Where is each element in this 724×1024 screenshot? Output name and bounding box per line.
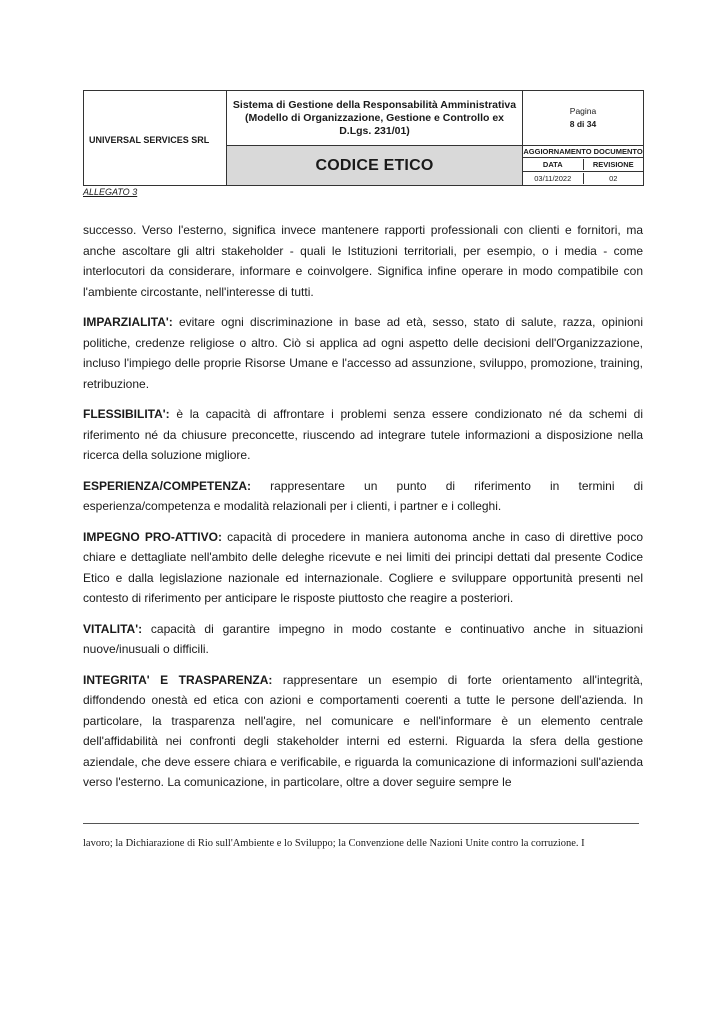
update-label: AGGIORNAMENTO DOCUMENTO — [523, 147, 643, 156]
paragraph — [83, 404, 643, 466]
paragraph — [83, 220, 643, 302]
paragraph — [83, 312, 643, 394]
paragraph-text: capacità di procedere in maniera autonoma anche in caso di direttive poco chiare e dettagliate nell'ambito delle deleghe ricevute e nei limiti dei principi dettati dal presente Codice Etico e dalla legislazione nazionale ed internazionale. Cogliere e sviluppare opportunità presenti nel contesto di riferimento per anticipare le risposte piuttosto che reagire a posteriori. — [83, 529, 644, 605]
paragraph-term: INTEGRITA' E TRASPARENZA: — [83, 672, 273, 687]
document-body — [83, 220, 643, 803]
paragraph-text: successo. Verso l'esterno, significa invece mantenere rapporti professionali con clienti e fornitori, ma anche ascoltare gli altri stakeholder - quali le Istituzioni territoriali, per esempio, o i media - come interlocutori da considerare, informare e coinvolgere. Significa infine operare in modo compatibile con l'ambiente circostante, nell'interesse di tutti. — [83, 223, 643, 299]
paragraph-term: VITALITA': — [83, 621, 143, 636]
system-title: Sistema di Gestione della Responsabilità Amministrativa (Modello di Organizzazione, Gestione e Controllo ex D.Lgs. 231/01) — [227, 91, 523, 146]
revision-value: 02 — [609, 174, 618, 183]
paragraph-term: FLESSIBILITA': — [83, 407, 170, 421]
paragraph-term: IMPEGNO PRO-ATTIVO: — [83, 529, 222, 544]
date-label: DATA — [523, 159, 583, 170]
document-header-table — [83, 90, 644, 186]
revision-label: REVISIONE — [592, 160, 634, 169]
page-indicator — [523, 91, 644, 146]
paragraph-text: è la capacità di affrontare i problemi senza essere condizionato né da schemi di riferimento né da chiusure preconcette, riuscendo ad integrare tutele informazioni a disposizione nella ricerca della soluzione migliore. — [83, 407, 643, 462]
date-value: 03/11/2022 — [523, 173, 583, 184]
paragraph — [83, 670, 643, 793]
paragraph — [83, 619, 643, 660]
paragraph-text: capacità di garantire impegno in modo costante e continuativo anche in situazioni nuove/inusuali o difficili. — [83, 621, 643, 656]
footnote: lavoro; la Dichiarazione di Rio sull'Ambiente e lo Sviluppo; la Convenzione delle Nazioni Unite contro la corruzione. I — [83, 838, 585, 849]
attachment-label: ALLEGATO 3 — [83, 187, 138, 197]
company-name: UNIVERSAL SERVICES SRL — [84, 91, 227, 186]
paragraph-term: IMPARZIALITA': — [83, 315, 173, 329]
document-title: CODICE ETICO — [227, 146, 523, 186]
footnote-divider — [83, 823, 639, 824]
paragraph — [83, 527, 643, 609]
paragraph-text: evitare ogni discriminazione in base ad età, sesso, stato di salute, razza, opinioni politiche, credenze religiose o altro. Ciò si applica ad ogni aspetto delle decisioni dell'Organizzazione, incluso l'impiego delle proprie Risorse Umane e l'accesso ad assunzione, sviluppo, promozione, training, retribuzione. — [83, 315, 643, 391]
page-label: Pagina — [569, 106, 597, 116]
paragraph — [83, 476, 643, 517]
paragraph-text: rappresentare un esempio di forte orientamento all'integrità, diffondendo onestà ed etica con azioni e comportamenti coerenti a tutte le persone dell'azienda. In particolare, la trasparenza nell'agire, nel comunicare e nell'informare è un elemento centrale dell'affidabilità nei confronti degli stakeholder interni ed esterni. Riguarda la sfera della gestione aziendale, che deve essere chiara e verificabile, e riguarda la comunicazione di informazioni sull'azienda verso l'esterno. La comunicazione, in particolare, oltre a dover seguire sempre le — [83, 672, 643, 789]
paragraph-term: ESPERIENZA/COMPETENZA: — [83, 478, 252, 493]
page-number: 8 di 34 — [569, 119, 597, 129]
paragraph-text: rappresentare un punto di riferimento in termini di esperienza/competenza e modalità relazionali per i clienti, i partner e i colleghi. — [83, 478, 643, 513]
